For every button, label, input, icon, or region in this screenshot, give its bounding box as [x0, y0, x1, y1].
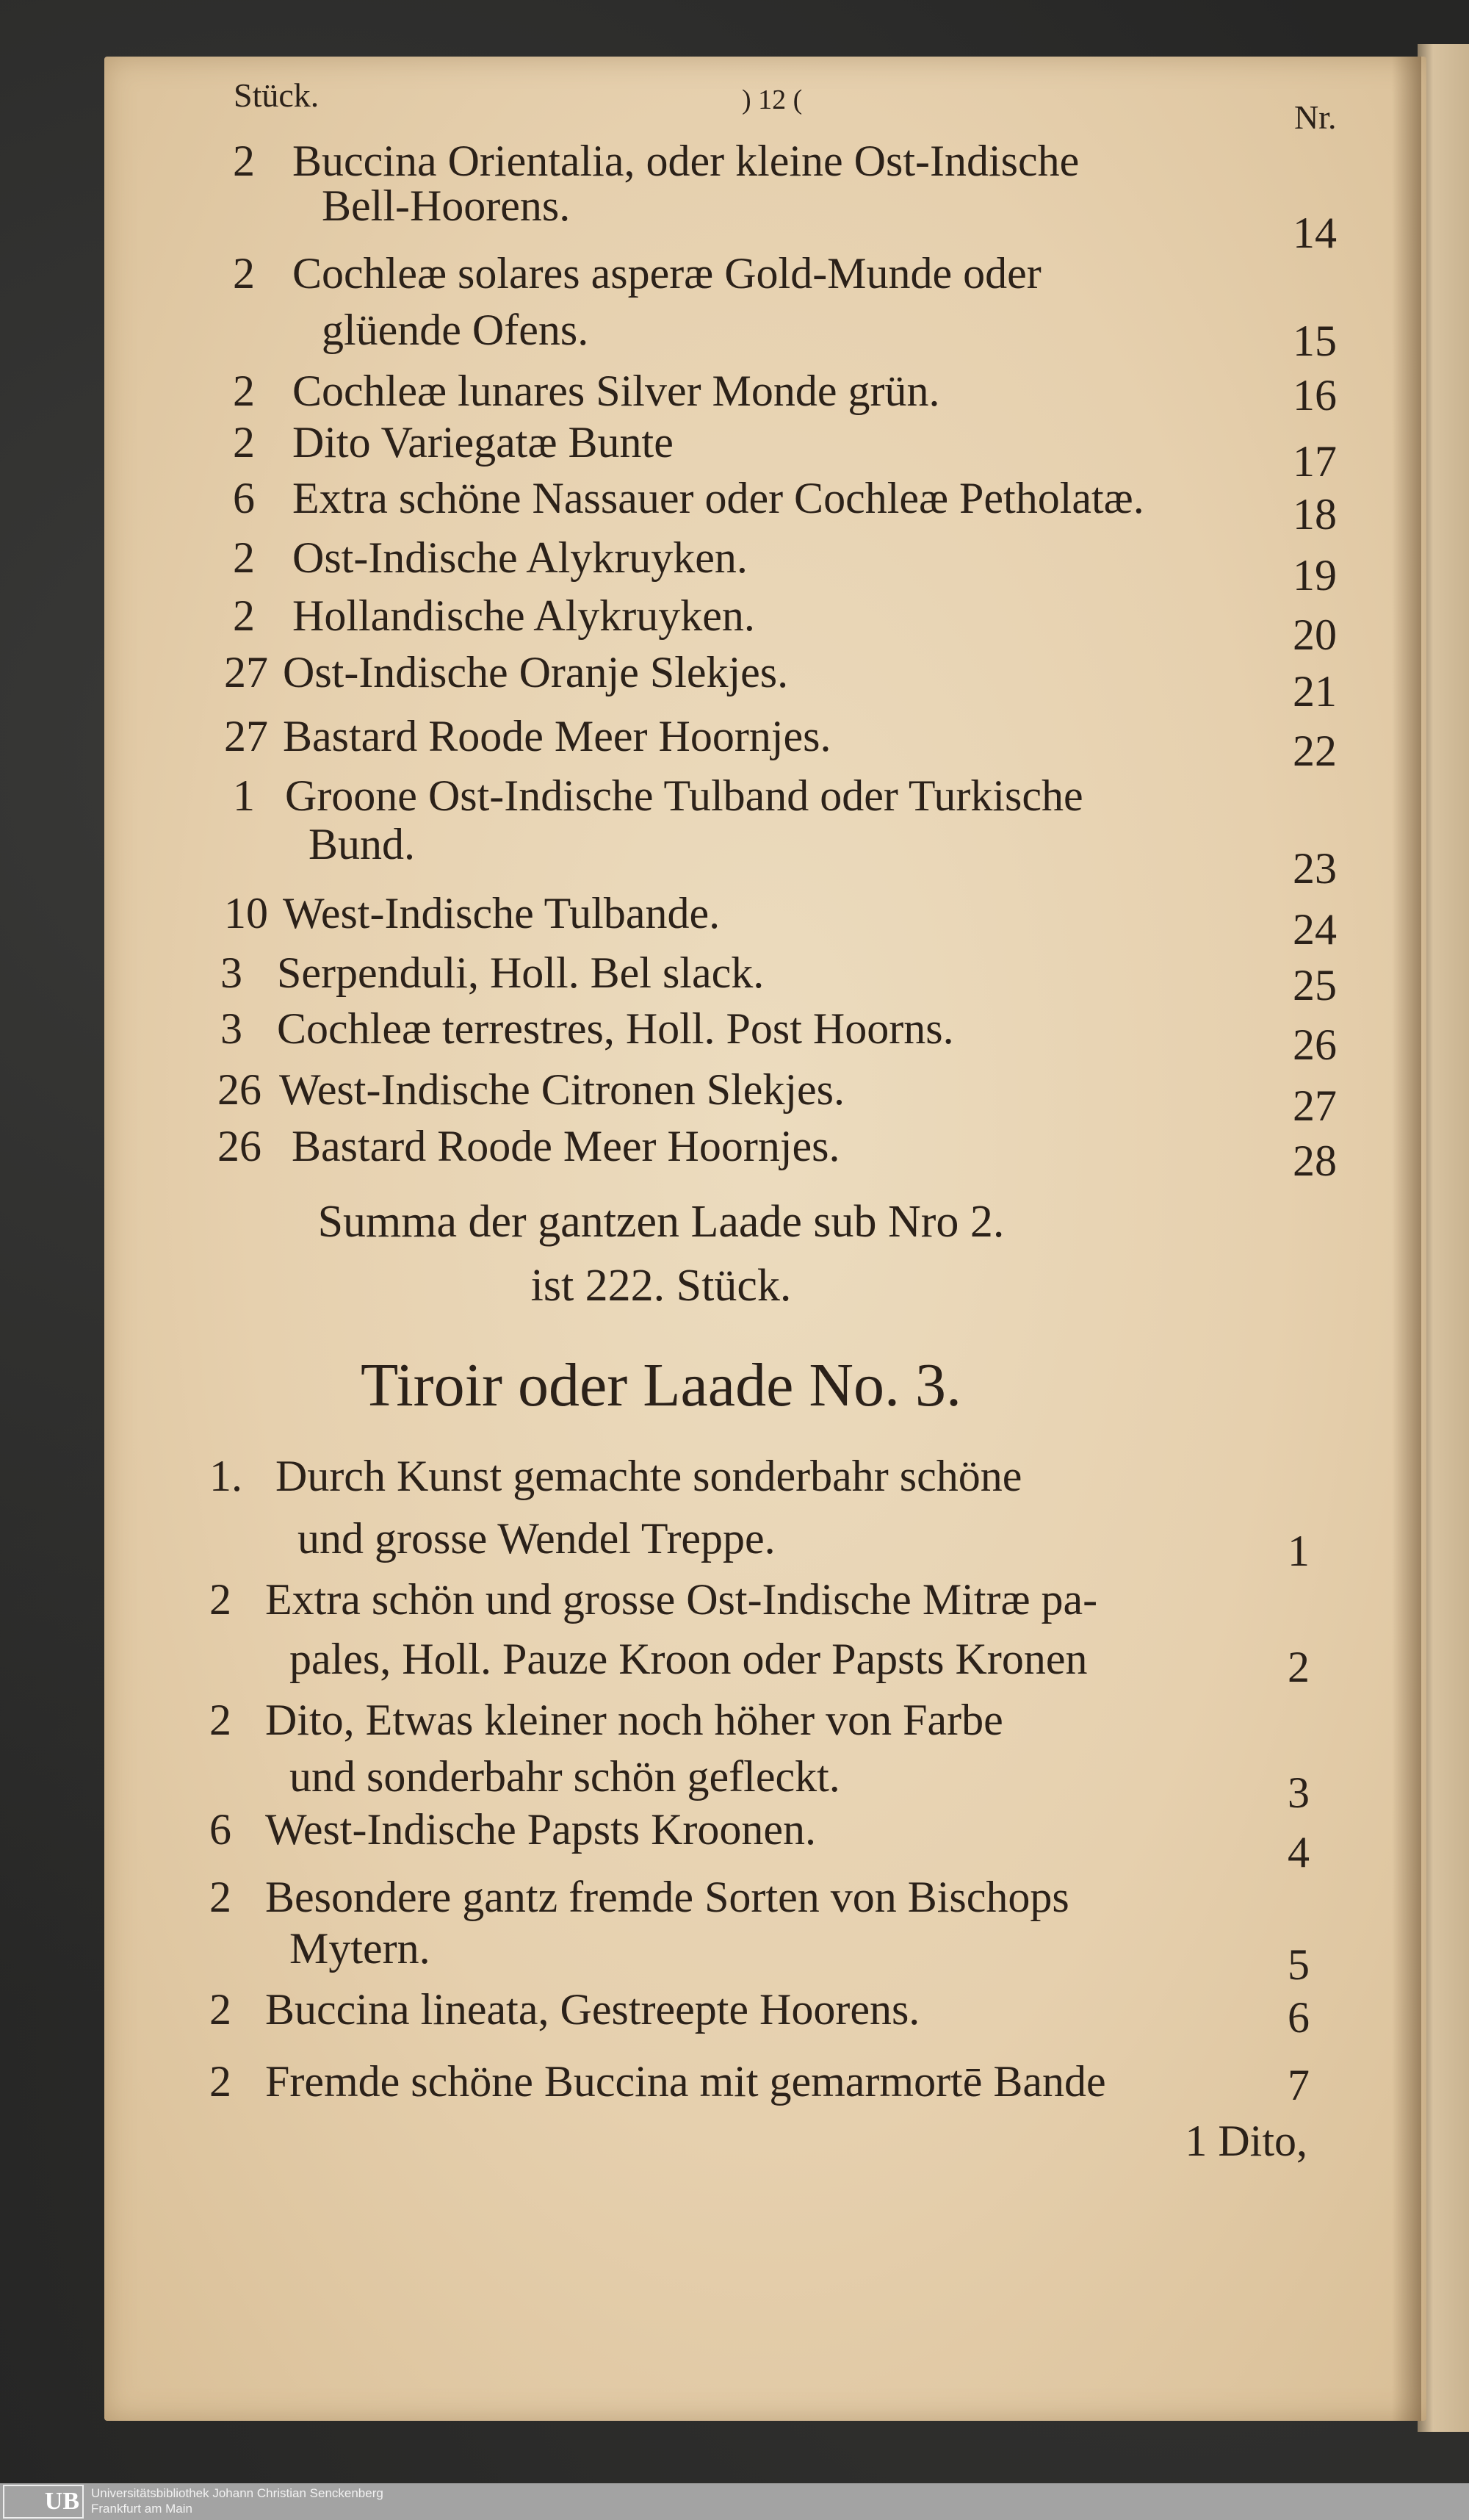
- item-text: Cochleæ terrestres, Holl. Post Hoorns.: [277, 1004, 954, 1053]
- item-quantity: 2: [233, 533, 255, 582]
- item-quantity: 3: [220, 948, 242, 997]
- column-label-quantity: Stück.: [234, 76, 320, 114]
- item-text: Bastard Roode Meer Hoornjes.: [292, 1122, 840, 1170]
- item-text: Dito, Etwas kleiner noch höher von Farbe: [265, 1696, 1003, 1744]
- item-text: Cochleæ lunares Silver Monde grün.: [292, 367, 940, 415]
- item-text-continued: Bell-Hoorens.: [322, 181, 571, 230]
- item-text: Buccina lineata, Gestreepte Hoorens.: [265, 1985, 920, 2034]
- item-text-continued: glüende Ofens.: [322, 306, 589, 354]
- item-quantity: 2: [209, 1985, 231, 2034]
- item-text: Besondere gantz fremde Sorten von Bischops: [265, 1873, 1069, 1921]
- item-number: 22: [1293, 727, 1337, 775]
- item-text: Ost-Indische Alykruyken.: [292, 533, 748, 582]
- library-footer-bar: [0, 2483, 1469, 2520]
- item-quantity: 6: [233, 474, 255, 522]
- item-quantity: 2: [233, 137, 255, 185]
- item-quantity: 1.: [209, 1452, 242, 1500]
- item-number: 7: [1288, 2061, 1310, 2109]
- item-text: Extra schön und grosse Ost-Indische Mitræ pa-: [265, 1575, 1098, 1624]
- item-text: Extra schöne Nassauer oder Cochleæ Petholatæ.: [292, 474, 1144, 522]
- item-quantity: 2: [233, 367, 255, 415]
- item-number: 21: [1293, 667, 1337, 716]
- item-number: 23: [1293, 844, 1337, 893]
- item-quantity: 2: [209, 2057, 231, 2106]
- drawer-2-total: ist 222. Stück.: [530, 1261, 792, 1311]
- item-text-continued: und sonderbahr schön gefleckt.: [289, 1752, 840, 1801]
- item-quantity: 6: [209, 1805, 231, 1854]
- item-quantity: 3: [220, 1004, 242, 1053]
- item-number: 15: [1293, 317, 1337, 365]
- item-number: 4: [1288, 1828, 1310, 1876]
- item-number: 18: [1293, 490, 1337, 539]
- section-title: Tiroir oder Laade No. 3.: [360, 1351, 962, 1419]
- page-number: ) 12 (: [742, 84, 803, 115]
- item-text: Serpenduli, Holl. Bel slack.: [277, 948, 765, 997]
- item-text: Bastard Roode Meer Hoornjes.: [283, 712, 831, 760]
- item-quantity: 27: [224, 712, 268, 760]
- item-number: 28: [1293, 1137, 1337, 1185]
- item-text: Fremde schöne Buccina mit gemarmortē Bande: [265, 2057, 1106, 2106]
- catchword: 1 Dito,: [1185, 2117, 1307, 2165]
- item-number: 17: [1293, 437, 1337, 486]
- item-number: 20: [1293, 611, 1337, 659]
- item-quantity: 10: [224, 889, 268, 937]
- item-number: 16: [1293, 371, 1337, 420]
- column-label-number: Nr.: [1294, 98, 1337, 136]
- item-quantity: 2: [233, 418, 255, 467]
- item-text-continued: und grosse Wendel Treppe.: [297, 1514, 776, 1563]
- item-text: Buccina Orientalia, oder kleine Ost-Indische: [292, 137, 1080, 185]
- item-text: Ost-Indische Oranje Slekjes.: [283, 648, 789, 696]
- item-number: 2: [1288, 1643, 1310, 1691]
- item-number: 26: [1293, 1020, 1337, 1069]
- item-text: Groone Ost-Indische Tulband oder Turkische: [285, 771, 1083, 820]
- drawer-2-summary: Summa der gantzen Laade sub Nro 2.: [317, 1197, 1005, 1247]
- item-text: West-Indische Citronen Slekjes.: [279, 1065, 845, 1114]
- item-number: 5: [1288, 1940, 1310, 1989]
- item-number: 27: [1293, 1081, 1337, 1130]
- item-quantity: 2: [209, 1696, 231, 1744]
- item-number: 25: [1293, 961, 1337, 1009]
- item-text: Dito Variegatæ Bunte: [292, 418, 674, 467]
- item-number: 24: [1293, 905, 1337, 954]
- library-location: Frankfurt am Main: [91, 2502, 192, 2516]
- item-text: West-Indische Tulbande.: [283, 889, 721, 937]
- page-gutter-shadow: [1392, 57, 1421, 2421]
- item-quantity: 2: [209, 1575, 231, 1624]
- item-quantity: 2: [233, 591, 255, 640]
- item-text: Cochleæ solares asperæ Gold-Munde oder: [292, 249, 1042, 298]
- item-quantity: 2: [233, 249, 255, 298]
- ub-library-logo: UB: [3, 2485, 84, 2519]
- item-text-continued: Mytern.: [289, 1924, 430, 1973]
- item-quantity: 1: [233, 771, 255, 820]
- item-text: Durch Kunst gemachte sonderbahr schöne: [275, 1452, 1022, 1500]
- item-number: 3: [1288, 1768, 1310, 1817]
- item-quantity: 26: [217, 1122, 261, 1170]
- item-text: West-Indische Papsts Kroonen.: [265, 1805, 817, 1854]
- item-number: 6: [1288, 1993, 1310, 2042]
- item-text-continued: Bund.: [308, 820, 416, 868]
- item-quantity: 27: [224, 648, 268, 696]
- item-number: 19: [1293, 551, 1337, 600]
- library-name: Universitätsbibliothek Johann Christian Senckenberg: [91, 2486, 383, 2500]
- item-text: Hollandische Alykruyken.: [292, 591, 755, 640]
- item-number: 14: [1293, 209, 1337, 257]
- item-number: 1: [1288, 1527, 1310, 1575]
- item-quantity: 26: [217, 1065, 261, 1114]
- item-text-continued: pales, Holl. Pauze Kroon oder Papsts Kronen: [289, 1635, 1088, 1683]
- item-quantity: 2: [209, 1873, 231, 1921]
